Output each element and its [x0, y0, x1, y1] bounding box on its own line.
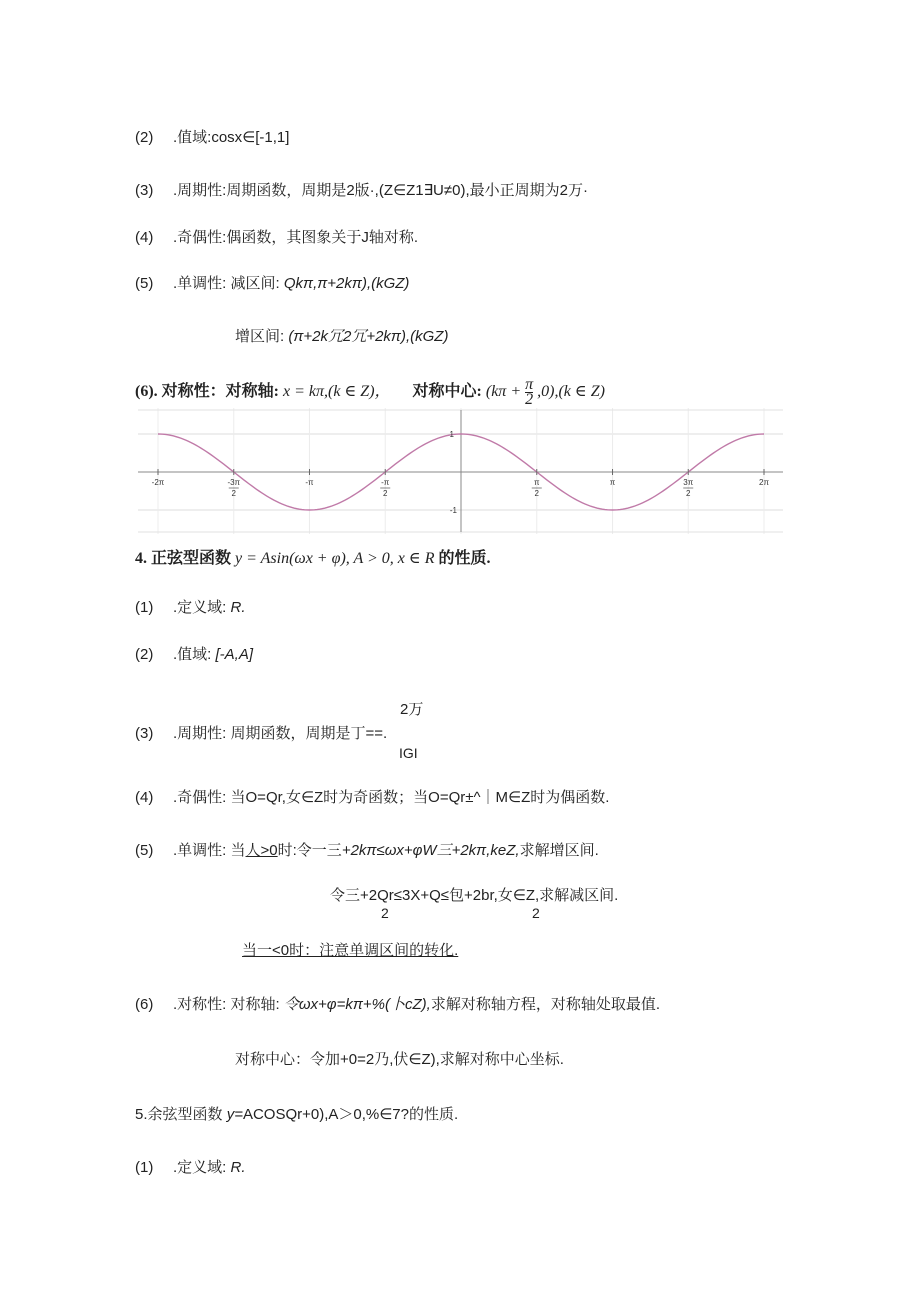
increasing-line-1	[235, 327, 448, 347]
symmetry-axis-tail: 求解对称轴方程，对称轴处取最值.	[430, 996, 660, 1013]
decreasing-interval: Qkπ,π+2kπ),(kGZ)	[283, 275, 410, 292]
item-text: 当O=Qr,女∈Z时为奇函数；当O=Qr±^｜M∈Z时为偶函数.	[230, 789, 610, 806]
x-tick-label-numerator: -3π	[227, 478, 241, 487]
item-number: (1)	[135, 599, 154, 616]
item-label: .对称性:	[173, 996, 227, 1013]
item-text: [-A,A]	[215, 646, 254, 663]
item-number: (1)	[135, 1159, 154, 1176]
domain-line-4	[135, 598, 246, 618]
item-text: 偶函数，其图象关于J轴对称.	[226, 229, 419, 246]
section-4-title	[135, 547, 491, 571]
symmetry-head: (6). 对称性：对称轴:	[135, 383, 279, 401]
item-label: .周期性:	[173, 725, 227, 742]
item-number: (3)	[135, 182, 154, 199]
symmetry-center-text: 对称中心：令加+0=2乃,伏∈Z),求解对称中心坐标.	[235, 1051, 564, 1068]
x-tick-label-denominator: 2	[534, 489, 539, 498]
graph-axes	[138, 410, 783, 532]
condition-pre: 当	[230, 842, 246, 859]
section-title-a: 5.余弦型函数	[135, 1106, 223, 1123]
section-5-title	[135, 1105, 458, 1125]
section-title-b: ACOSQr+0),A＞0,%∈7?的性质.	[242, 1106, 459, 1123]
symmetry-line-1	[135, 378, 605, 407]
range-line-4	[135, 645, 253, 665]
period-fraction-bottom: IGI	[399, 745, 418, 761]
item-text: 周期函数，周期是2版·,(Z∈Z1∃U≠0),最小正周期为2万·	[226, 182, 588, 199]
condition-mid: 时:令一三	[277, 842, 342, 859]
period-line-1	[135, 181, 588, 201]
domain-line-5	[135, 1158, 246, 1178]
x-tick-label: π	[609, 478, 616, 487]
x-tick-label: 2π	[759, 478, 769, 487]
item-number: (2)	[135, 646, 154, 663]
item-number: (6)	[135, 996, 154, 1013]
x-tick-label-denominator: 2	[686, 489, 691, 498]
symmetry-axis-label: 对称轴:	[230, 996, 280, 1013]
increasing-tail: 求解增区间.	[519, 842, 599, 859]
parity-line-1	[135, 228, 418, 248]
monotonic-line-4	[135, 841, 599, 861]
fraction-denominator: 2	[525, 391, 534, 408]
decreasing-line-4	[330, 886, 618, 906]
item-text: R.	[230, 599, 246, 616]
item-label: .奇偶性:	[173, 229, 227, 246]
symmetry-axis-math: x = kπ,(k ∈ Z)，	[283, 383, 391, 401]
y-tick-label: 1	[449, 430, 454, 439]
item-label: .值域:	[173, 646, 212, 663]
increasing-interval: (π+2k冗2冗+2kπ),(kGZ)	[288, 328, 449, 345]
monotonic-line-1	[135, 274, 409, 294]
x-tick-label-numerator: -π	[381, 478, 390, 487]
period-line-4	[135, 724, 387, 744]
x-tick-label: -2π	[151, 478, 165, 487]
item-number: (2)	[135, 129, 154, 146]
monotonic-note	[242, 941, 458, 961]
item-number: (5)	[135, 275, 154, 292]
item-text: 周期函数，周期是丁==.	[230, 725, 388, 742]
section-title-math: y=	[226, 1106, 243, 1123]
symmetry-axis-math: 令ωx+φ=kπ+%(卜cZ),	[283, 996, 431, 1013]
item-label: .周期性:	[173, 182, 227, 199]
item-label: .单调性:	[173, 842, 227, 859]
symmetry-center-label: 对称中心:	[412, 383, 482, 401]
symmetry-line-4	[135, 995, 660, 1015]
item-label: .定义域:	[173, 599, 227, 616]
x-tick-label-denominator: 2	[383, 489, 388, 498]
symmetry-center-math-a: (kπ +	[485, 383, 522, 401]
item-number: (4)	[135, 789, 154, 806]
item-text: R.	[230, 1159, 246, 1176]
decreasing-label: 减区间:	[230, 275, 280, 292]
condition-underlined: 人>0	[245, 842, 278, 859]
cosine-graph	[138, 408, 783, 534]
x-tick-label: -π	[305, 478, 314, 487]
parity-line-4	[135, 788, 609, 808]
range-line-1	[135, 128, 289, 148]
x-tick-label-numerator: π	[533, 478, 540, 487]
fraction-numerator: π	[525, 376, 534, 393]
symmetry-center-math-b: ,0),(k ∈ Z)	[537, 383, 605, 401]
section-title-b: 的性质.	[438, 550, 491, 567]
item-number: (5)	[135, 842, 154, 859]
item-number: (3)	[135, 725, 154, 742]
x-tick-label-denominator: 2	[231, 489, 236, 498]
decreasing-text: 令三+2Qr≤3X+Q≤包+2br,女∈Z,求解减区间.	[330, 887, 619, 904]
decreasing-sub-2: 2	[532, 905, 540, 921]
increasing-label: 增区间:	[235, 328, 285, 345]
decreasing-sub-1: 2	[381, 905, 389, 921]
item-text: cosx∈[-1,1]	[211, 129, 290, 146]
note-text: 当一<0时：注意单调区间的转化.	[242, 942, 459, 959]
y-tick-label: -1	[449, 506, 457, 515]
section-title-a: 4. 正弦型函数	[135, 550, 232, 567]
symmetry-center-line-4	[235, 1050, 564, 1070]
increasing-math: +2kπ≤ωx+φW三+2kπ,keZ,	[341, 842, 520, 859]
section-title-math: y = Asin(ωx + φ), A > 0, x ∈ R	[235, 550, 435, 567]
item-label: .奇偶性:	[173, 789, 227, 806]
item-number: (4)	[135, 229, 154, 246]
period-fraction-top: 2万	[400, 701, 424, 718]
item-label: .定义域:	[173, 1159, 227, 1176]
item-label: .值域:	[173, 129, 212, 146]
item-label: .单调性:	[173, 275, 227, 292]
x-tick-label-numerator: 3π	[683, 478, 694, 487]
